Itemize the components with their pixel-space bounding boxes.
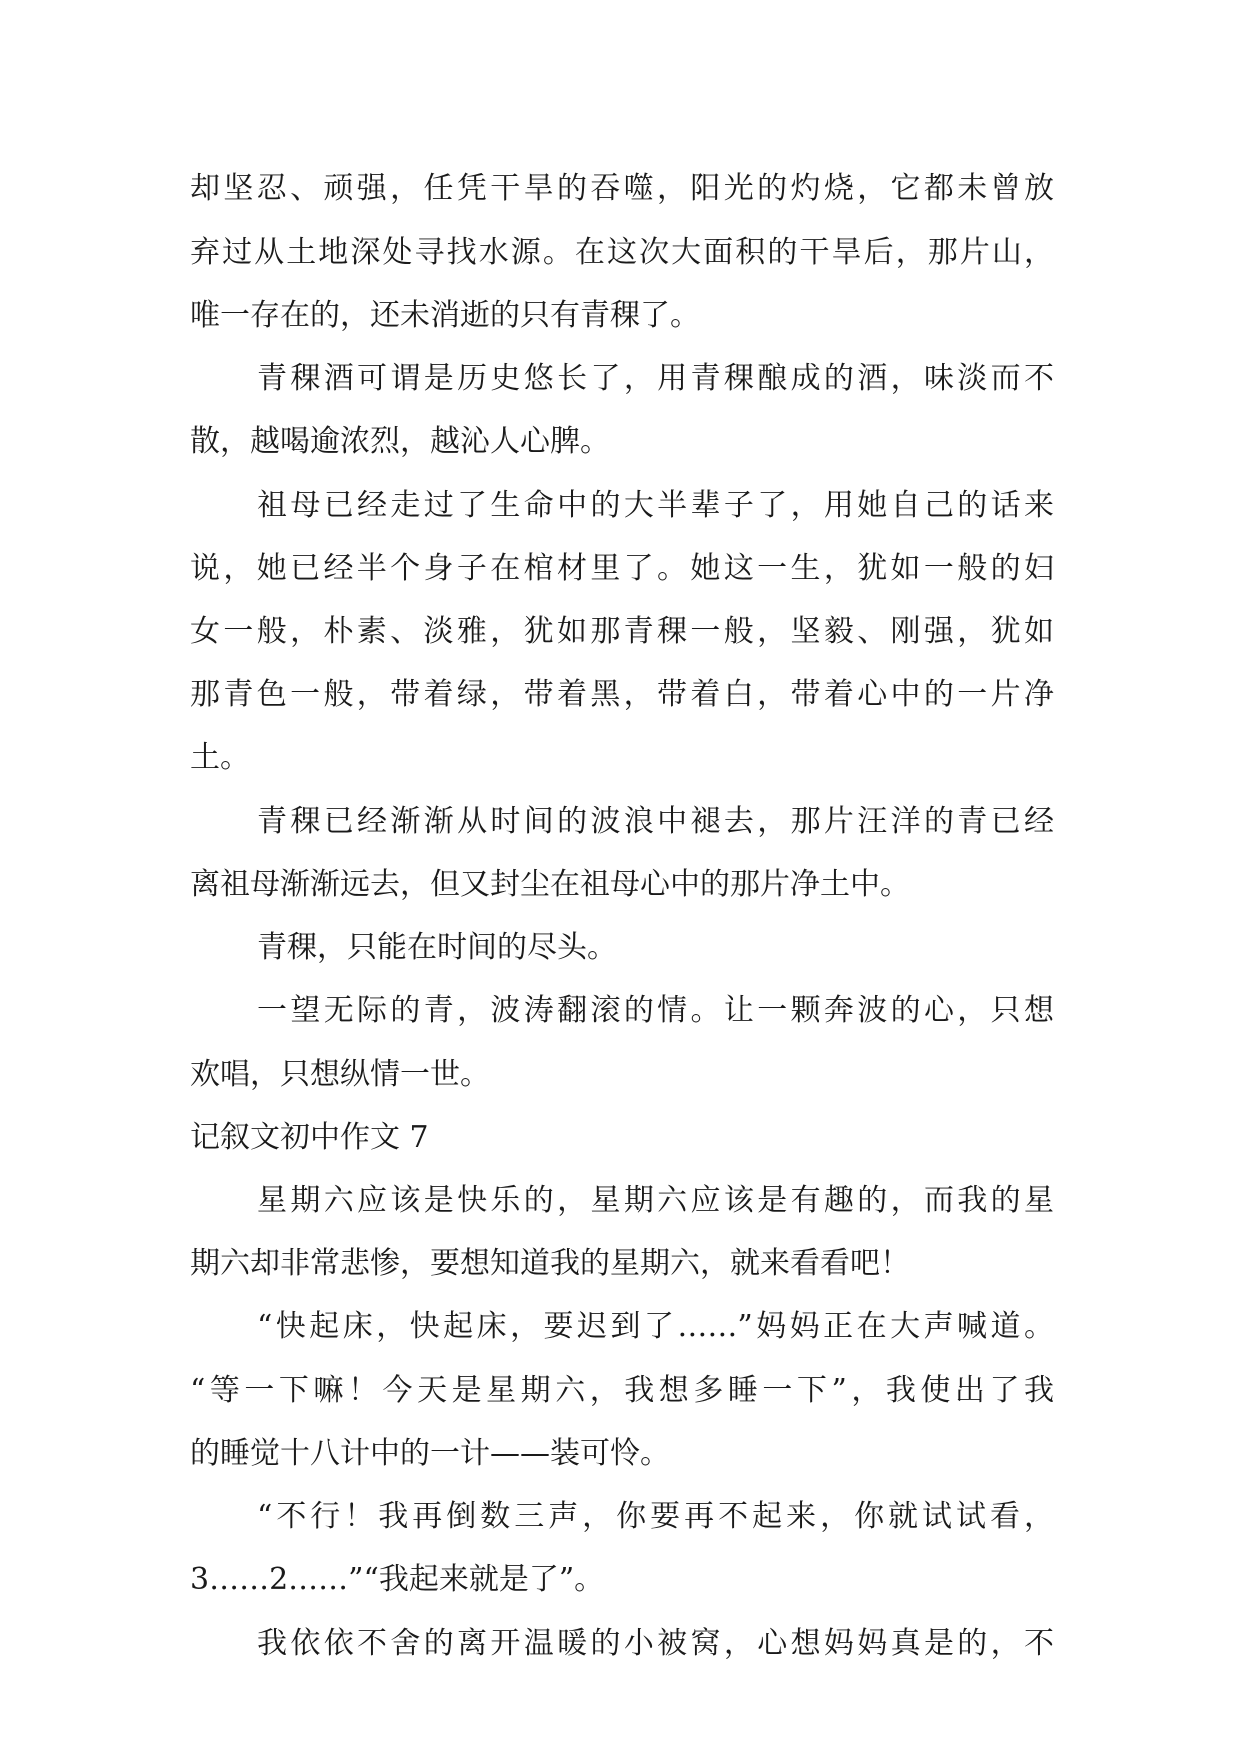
text-line: 我依依不舍的离开温暖的小被窝，心想妈妈真是的，不 (257, 1626, 1054, 1661)
text-line: 唯一存在的，还未消逝的只有青稞了。 (190, 298, 700, 333)
text-line: 却坚忍、顽强，任凭干旱的吞噬，阳光的灼烧，它都未曾放 (190, 171, 1054, 206)
text-line: 的睡觉十八计中的一计——装可怜。 (190, 1436, 670, 1471)
text-line: 3……2……”“我起来就是了”。 (190, 1562, 605, 1597)
text-line: “等一下嘛！今天是星期六，我想多睡一下”，我使出了我 (190, 1373, 1054, 1408)
text-line: 祖母已经走过了生命中的大半辈子了，用她自己的话来 (257, 488, 1054, 523)
text-line: 青稞，只能在时间的尽头。 (257, 930, 617, 965)
text-line: 星期六应该是快乐的，星期六应该是有趣的，而我的星 (257, 1183, 1054, 1218)
text-line: “快起床，快起床，要迟到了……”妈妈正在大声喊道。 (257, 1309, 1054, 1344)
section-heading: 记叙文初中作文 7 (190, 1120, 429, 1155)
text-line: 那青色一般，带着绿，带着黑，带着白，带着心中的一片净 (190, 677, 1054, 712)
text-line: 离祖母渐渐远去，但又封尘在祖母心中的那片净土中。 (190, 867, 910, 902)
text-line: 土。 (190, 740, 250, 775)
text-line: 弃过从土地深处寻找水源。在这次大面积的干旱后，那片山， (190, 235, 1054, 270)
text-line: 说，她已经半个身子在棺材里了。她这一生，犹如一般的妇 (190, 551, 1054, 586)
text-line: 青稞酒可谓是历史悠长了，用青稞酿成的酒，味淡而不 (257, 361, 1054, 396)
text-line: 散，越喝逾浓烈，越沁人心脾。 (190, 424, 610, 459)
text-line: 一望无际的青，波涛翻滚的情。让一颗奔波的心，只想 (257, 993, 1054, 1028)
text-line: 期六却非常悲惨，要想知道我的星期六，就来看看吧！ (190, 1246, 910, 1281)
text-line: “不行！我再倒数三声，你要再不起来，你就试试看， (257, 1499, 1054, 1534)
text-line: 青稞已经渐渐从时间的波浪中褪去，那片汪洋的青已经 (257, 804, 1054, 839)
text-line: 女一般，朴素、淡雅，犹如那青稞一般，坚毅、刚强，犹如 (190, 614, 1054, 649)
text-line: 欢唱，只想纵情一世。 (190, 1057, 490, 1092)
